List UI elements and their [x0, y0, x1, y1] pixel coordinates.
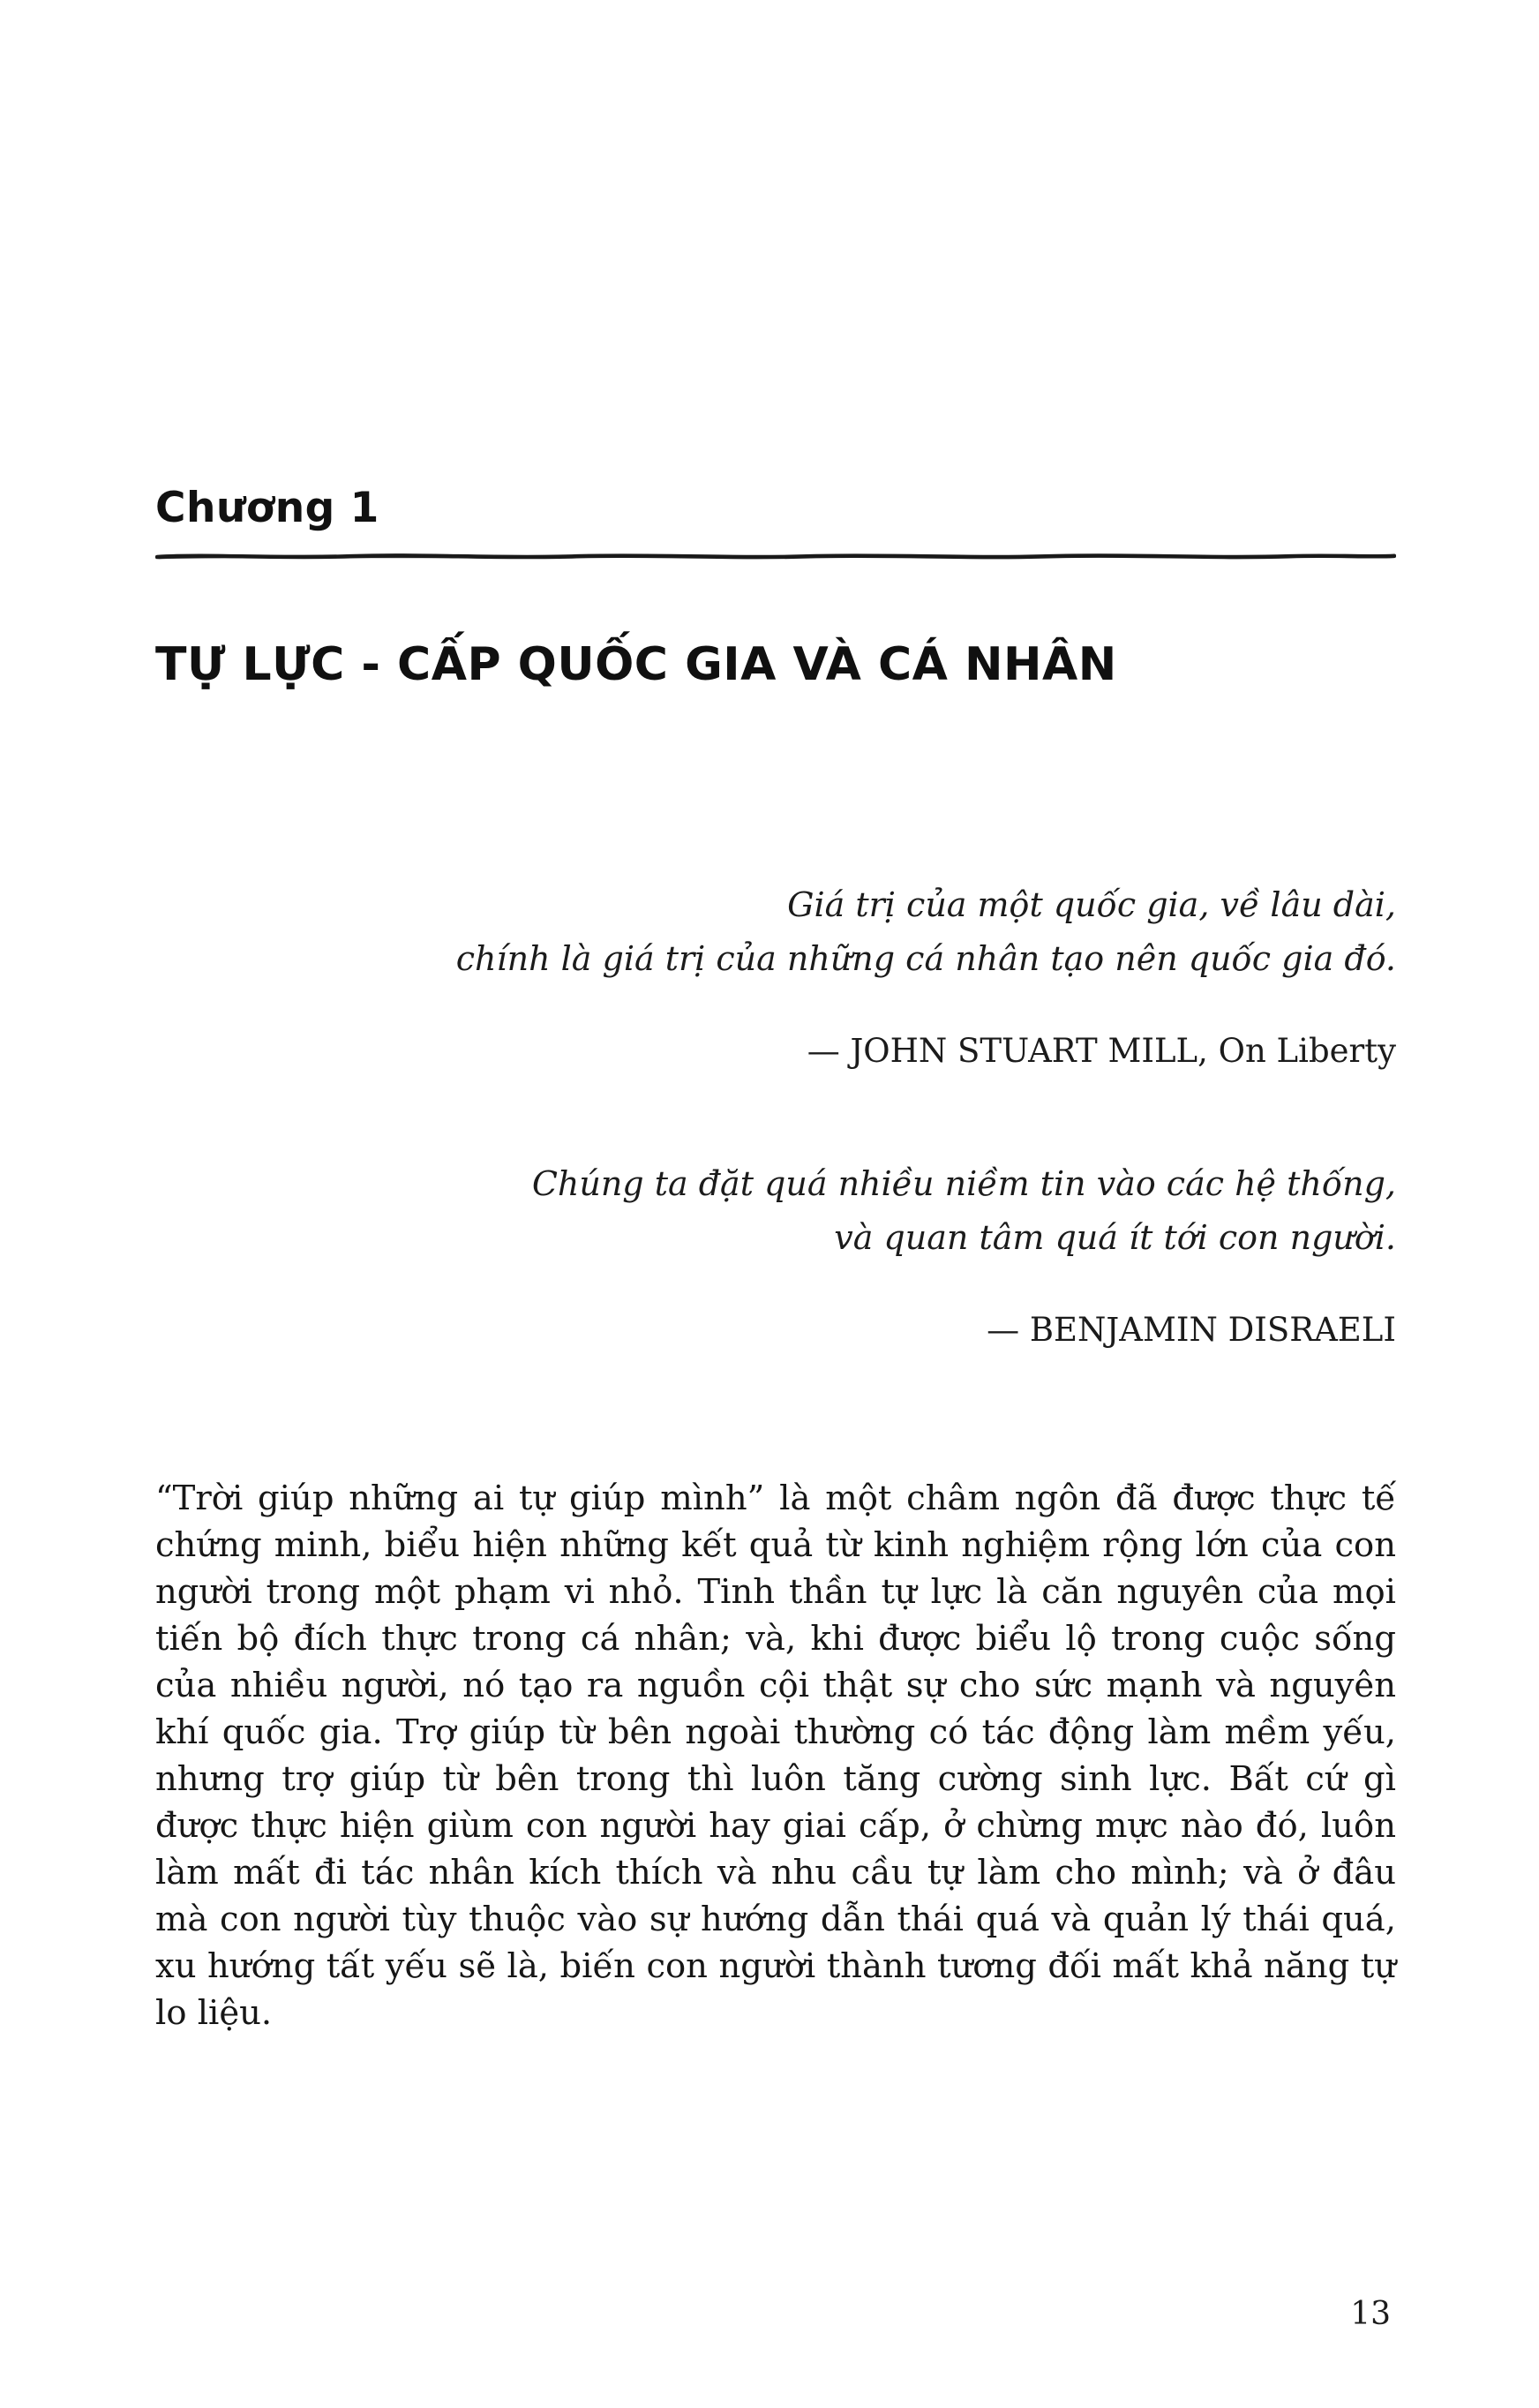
epigraph-quote-line: Chúng ta đặt quá nhiều niềm tin vào các hệ thống,	[531, 1164, 1396, 1204]
epigraph-attribution: — BENJAMIN DISRAELI	[987, 1311, 1396, 1350]
chapter-heading: Chương 1	[155, 484, 379, 532]
epigraph-quote-line: chính là giá trị của những cá nhân tạo nên quốc gia đó.	[455, 939, 1396, 979]
epigraph-disraeli	[155, 1157, 1396, 1350]
chapter-title: TỰ LỰC - CẤP QUỐC GIA VÀ CÁ NHÂN	[155, 637, 1117, 691]
epigraph-quote-line: Giá trị của một quốc gia, về lâu dài,	[787, 885, 1396, 925]
chapter-divider-line	[155, 551, 1396, 561]
epigraph-mill	[155, 878, 1396, 1071]
body-paragraph: “Trời giúp những ai tự giúp mình” là một châm ngôn đã được thực tế chứng minh, biểu hiện những kết quả từ kinh nghiệm rộng lớn của con người trong một phạm vi nhỏ. Tinh thần tự lực là căn nguyên của mọi tiến bộ đích thực trong cá nhân; và, khi được biểu lộ trong cuộc sống của nhiều người, nó tạo ra nguồn cội thật sự cho sức mạnh và nguyên khí quốc gia. Trợ giúp từ bên ngoài thường có tác động làm mềm yếu, nhưng trợ giúp từ bên trong thì luôn tăng cường sinh lực. Bất cứ gì được thực hiện giùm con người hay giai cấp, ở chừng mực nào đó, luôn làm mất đi tác nhân kích thích và nhu cầu tự làm cho mình; và ở đâu mà con người tùy thuộc vào sự hướng dẫn thái quá và quản lý thái quá, xu hướng tất yếu sẽ là, biến con người thành tương đối mất khả năng tự lo liệu.	[155, 1479, 1396, 2034]
epigraph-attribution: — JOHN STUART MILL, On Liberty	[807, 1032, 1396, 1071]
page-number: 13	[1350, 2296, 1391, 2332]
epigraph-quote-line: và quan tâm quá ít tới con người.	[834, 1218, 1396, 1258]
